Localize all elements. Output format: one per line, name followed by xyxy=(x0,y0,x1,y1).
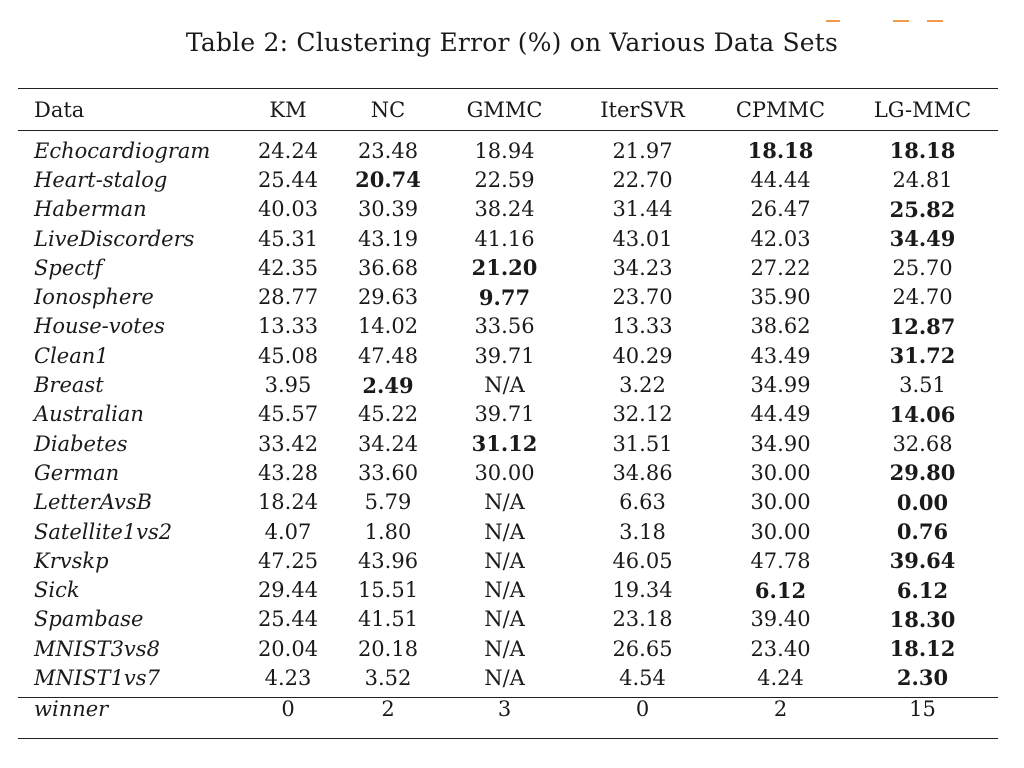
error-value-cell: 39.71 xyxy=(474,402,535,427)
error-value-cell: N/A xyxy=(484,607,525,632)
error-value-cell: 21.20 xyxy=(471,255,538,281)
error-value-cell: 18.30 xyxy=(889,606,956,632)
error-value-cell: 18.24 xyxy=(257,490,319,515)
column-header: NC xyxy=(370,98,406,122)
error-value-cell: 6.12 xyxy=(754,577,807,603)
dataset-name: Ionosphere xyxy=(34,285,154,310)
table-row xyxy=(18,517,998,546)
error-value-cell: 44.44 xyxy=(750,167,811,192)
error-value-cell: 47.48 xyxy=(357,343,419,368)
decorative-dash xyxy=(927,20,943,22)
error-value-cell: 34.23 xyxy=(612,255,673,280)
error-value-cell: 4.54 xyxy=(619,665,666,690)
error-value-cell: 9.77 xyxy=(478,284,531,310)
error-value-cell: 6.12 xyxy=(896,577,949,603)
column-header: Data xyxy=(34,98,85,122)
error-value-cell: 25.44 xyxy=(257,607,319,632)
error-value-cell: 0.76 xyxy=(896,519,949,544)
error-value-cell: 36.68 xyxy=(357,255,419,280)
error-value-cell: 30.00 xyxy=(750,460,811,485)
error-value-cell: 43.19 xyxy=(357,226,419,251)
error-value-cell: 21.97 xyxy=(612,138,673,163)
clustering-error-table xyxy=(18,90,998,724)
error-value-cell: 18.18 xyxy=(747,138,814,164)
winner-count: 0 xyxy=(635,697,650,722)
error-value-cell: 0.00 xyxy=(896,489,949,515)
error-value-cell: 4.24 xyxy=(757,665,804,690)
error-value-cell: 35.90 xyxy=(750,285,811,310)
table-row xyxy=(18,282,998,311)
error-value-cell: 42.35 xyxy=(257,255,319,280)
error-value-cell: 20.74 xyxy=(355,167,421,193)
error-value-cell: 33.56 xyxy=(474,314,535,339)
error-value-cell: 44.49 xyxy=(750,402,811,427)
error-value-cell: 47.78 xyxy=(750,548,811,573)
error-value-cell: N/A xyxy=(484,636,525,661)
error-value-cell: 2.49 xyxy=(362,372,414,398)
winner-label: winner xyxy=(34,697,109,722)
error-value-cell: 29.80 xyxy=(889,460,956,486)
dataset-name: Haberman xyxy=(34,197,147,222)
column-header: CPMMC xyxy=(735,98,826,122)
winner-count: 3 xyxy=(497,697,512,722)
dataset-name: Breast xyxy=(34,373,104,398)
error-value-cell: N/A xyxy=(484,373,525,398)
table-body xyxy=(18,130,998,693)
error-value-cell: 20.18 xyxy=(357,636,419,661)
error-value-cell: 3.18 xyxy=(619,519,666,544)
dataset-name: Satellite1vs2 xyxy=(34,519,173,544)
error-value-cell: 40.03 xyxy=(257,197,319,222)
error-value-cell: 14.02 xyxy=(357,314,419,339)
error-value-cell: 45.57 xyxy=(257,402,319,427)
dataset-name: MNIST3vs8 xyxy=(34,636,160,661)
table-row xyxy=(18,224,998,253)
error-value-cell: 15.51 xyxy=(357,578,419,603)
error-value-cell: 41.16 xyxy=(474,226,535,251)
table-row xyxy=(18,312,998,341)
error-value-cell: 43.01 xyxy=(612,226,673,251)
error-value-cell: 27.22 xyxy=(750,255,811,280)
table-caption: Table 2: Clustering Error (%) on Various Data Sets xyxy=(185,28,839,57)
error-value-cell: 43.96 xyxy=(357,548,419,573)
dataset-name: House-votes xyxy=(34,314,165,339)
dataset-name: Echocardiogram xyxy=(34,138,211,163)
error-value-cell: 23.18 xyxy=(612,607,673,632)
table-row xyxy=(18,165,998,194)
dataset-name: Spambase xyxy=(34,607,144,632)
table-row xyxy=(18,634,998,663)
error-value-cell: 32.68 xyxy=(892,431,953,456)
dataset-name: Clean1 xyxy=(34,343,109,368)
dataset-name: German xyxy=(34,460,120,485)
error-value-cell: 30.00 xyxy=(474,460,535,485)
error-value-cell: 12.87 xyxy=(889,313,956,339)
error-value-cell: 25.82 xyxy=(889,196,956,222)
error-value-cell: 18.94 xyxy=(474,138,535,163)
error-value-cell: 25.44 xyxy=(257,167,319,192)
dataset-name: Spectf xyxy=(34,255,103,280)
error-value-cell: 3.95 xyxy=(264,373,312,398)
table-row xyxy=(18,429,998,458)
table-row xyxy=(18,546,998,575)
error-value-cell: 25.70 xyxy=(892,255,953,280)
error-value-cell: 13.33 xyxy=(257,314,319,339)
error-value-cell: 24.70 xyxy=(892,285,953,310)
winner-row xyxy=(18,695,998,724)
error-value-cell: 33.60 xyxy=(357,460,419,485)
error-value-cell: 4.23 xyxy=(264,665,312,690)
error-value-cell: 33.42 xyxy=(257,431,319,456)
error-value-cell: 30.00 xyxy=(750,519,811,544)
error-value-cell: 4.07 xyxy=(264,519,312,544)
error-value-cell: 24.24 xyxy=(257,138,319,163)
dataset-name: Heart-stalog xyxy=(34,167,168,192)
error-value-cell: 5.79 xyxy=(364,490,412,515)
table-row xyxy=(18,341,998,370)
error-value-cell: 3.22 xyxy=(619,373,666,398)
table-row xyxy=(18,195,998,224)
winner-count: 15 xyxy=(909,697,936,722)
dataset-name: MNIST1vs7 xyxy=(34,665,160,690)
error-value-cell: 31.72 xyxy=(889,343,956,369)
column-header: GMMC xyxy=(466,98,543,122)
table-row xyxy=(18,458,998,487)
error-value-cell: 28.77 xyxy=(257,285,319,310)
error-value-cell: 30.00 xyxy=(750,490,811,515)
dataset-name: Krvskp xyxy=(34,548,109,573)
error-value-cell: 1.80 xyxy=(364,519,412,544)
error-value-cell: N/A xyxy=(484,578,525,603)
error-value-cell: 31.51 xyxy=(612,431,673,456)
table-row xyxy=(18,136,998,165)
dataset-name: Sick xyxy=(34,578,80,603)
error-value-cell: 34.49 xyxy=(889,226,956,252)
error-value-cell: 32.12 xyxy=(612,402,673,427)
error-value-cell: 40.29 xyxy=(612,343,673,368)
error-value-cell: 34.99 xyxy=(750,373,811,398)
error-value-cell: 38.24 xyxy=(474,197,535,222)
error-value-cell: 22.70 xyxy=(612,167,673,192)
error-value-cell: 45.31 xyxy=(257,226,319,251)
error-value-cell: 43.49 xyxy=(750,343,811,368)
error-value-cell: N/A xyxy=(484,519,525,544)
error-value-cell: 23.40 xyxy=(750,636,811,661)
error-value-cell: 2.30 xyxy=(896,665,949,691)
error-value-cell: 18.18 xyxy=(889,138,956,164)
error-value-cell: 24.81 xyxy=(892,167,953,192)
error-value-cell: 39.64 xyxy=(889,548,956,574)
table-row xyxy=(18,663,998,692)
winner-count: 2 xyxy=(773,697,788,722)
error-value-cell: N/A xyxy=(484,548,525,573)
error-value-cell: 34.90 xyxy=(750,431,811,456)
error-value-cell: 3.51 xyxy=(899,373,946,398)
error-value-cell: 3.52 xyxy=(364,665,412,690)
error-value-cell: N/A xyxy=(484,665,525,690)
decorative-dash xyxy=(826,20,840,22)
error-value-cell: 42.03 xyxy=(750,226,811,251)
error-value-cell: 43.28 xyxy=(257,460,319,485)
dataset-name: Diabetes xyxy=(34,431,128,456)
error-value-cell: 22.59 xyxy=(474,167,535,192)
table-row xyxy=(18,370,998,399)
error-value-cell: 23.70 xyxy=(612,285,673,310)
error-value-cell: 26.47 xyxy=(750,197,811,222)
error-value-cell: N/A xyxy=(484,490,525,515)
error-value-cell: 38.62 xyxy=(750,314,811,339)
decorative-dash xyxy=(893,20,909,22)
error-value-cell: 31.12 xyxy=(471,431,538,457)
error-value-cell: 34.24 xyxy=(357,431,419,456)
table-row xyxy=(18,400,998,429)
table-row xyxy=(18,253,998,282)
error-value-cell: 47.25 xyxy=(257,548,319,573)
table-row xyxy=(18,605,998,634)
error-value-cell: 18.12 xyxy=(889,636,956,662)
error-value-cell: 45.22 xyxy=(357,402,419,427)
error-value-cell: 29.44 xyxy=(257,578,319,603)
column-header: KM xyxy=(269,98,307,122)
error-value-cell: 31.44 xyxy=(612,197,673,222)
error-value-cell: 14.06 xyxy=(889,401,956,427)
error-value-cell: 23.48 xyxy=(357,138,419,163)
error-value-cell: 34.86 xyxy=(612,460,673,485)
error-value-cell: 39.71 xyxy=(474,343,535,368)
winner-count: 2 xyxy=(381,697,395,722)
error-value-cell: 30.39 xyxy=(357,197,419,222)
error-value-cell: 46.05 xyxy=(612,548,673,573)
header-row xyxy=(18,90,998,130)
error-value-cell: 13.33 xyxy=(612,314,673,339)
column-header: IterSVR xyxy=(600,98,685,122)
error-value-cell: 39.40 xyxy=(750,607,811,632)
error-value-cell: 6.63 xyxy=(619,490,666,515)
dataset-name: Australian xyxy=(34,402,144,427)
dataset-name: LetterAvsB xyxy=(34,490,153,515)
table-row xyxy=(18,575,998,604)
error-value-cell: 29.63 xyxy=(357,285,419,310)
error-value-cell: 20.04 xyxy=(257,636,319,661)
dataset-name: LiveDiscorders xyxy=(34,226,195,251)
error-value-cell: 19.34 xyxy=(612,578,673,603)
error-value-cell: 41.51 xyxy=(357,607,419,632)
column-header: LG-MMC xyxy=(873,98,972,122)
bottom-rule xyxy=(18,738,998,739)
table-row xyxy=(18,488,998,517)
error-value-cell: 26.65 xyxy=(612,636,673,661)
winner-count: 0 xyxy=(281,697,295,722)
error-value-cell: 45.08 xyxy=(257,343,319,368)
